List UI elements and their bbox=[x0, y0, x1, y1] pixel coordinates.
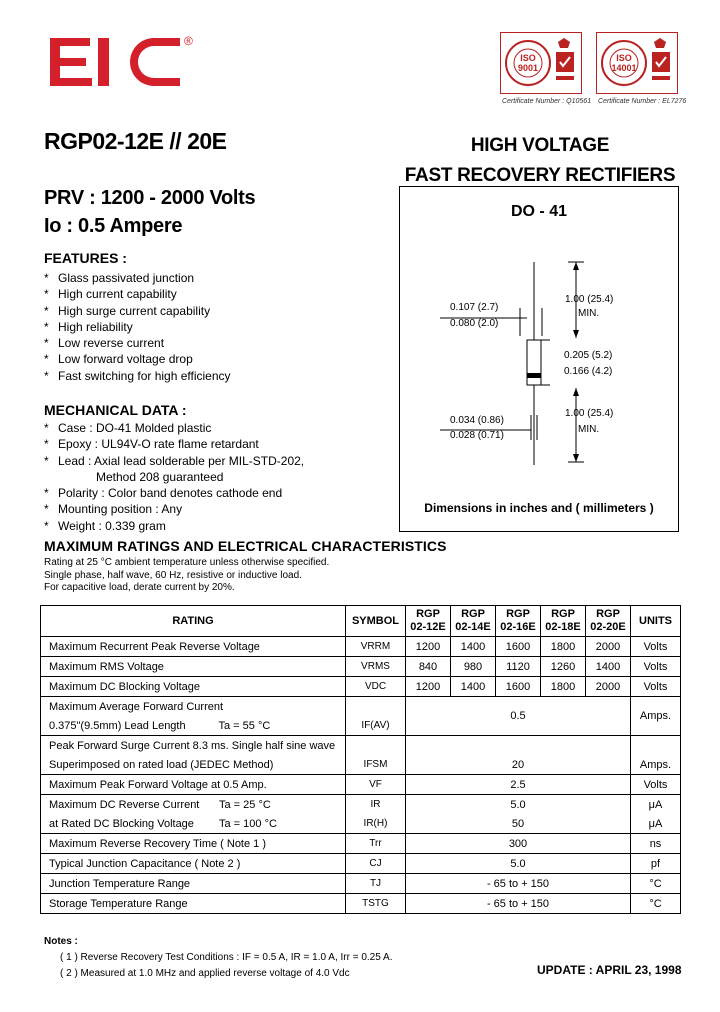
condition-line: Rating at 25 °C ambient temperature unless otherwise specified. bbox=[44, 557, 330, 568]
table-row: Peak Forward Surge Current 8.3 ms. Single half sine wave bbox=[41, 736, 681, 756]
svg-text:9001: 9001 bbox=[517, 63, 539, 73]
lead-dia-min-label: 0.028 (0.71) bbox=[450, 430, 504, 441]
eic-logo bbox=[46, 30, 196, 100]
table-row: 0.375"(9.5mm) Lead Length Ta = 55 °C IF(AV) 0.5 Amps. bbox=[41, 716, 681, 736]
features-heading: FEATURES : bbox=[44, 250, 127, 266]
mech-item: * Weight : 0.339 gram bbox=[44, 518, 166, 533]
body-dia-max-label: 0.107 (2.7) bbox=[450, 302, 499, 313]
body-dia-min-label: 0.080 (2.0) bbox=[450, 318, 499, 329]
feature-item: * Low forward voltage drop bbox=[44, 352, 193, 367]
mechanical-heading: MECHANICAL DATA : bbox=[44, 402, 187, 418]
table-row: Junction Temperature Range TJ - 65 to + 150 °C bbox=[41, 874, 681, 894]
feature-item: * Glass passivated junction bbox=[44, 271, 195, 285]
col-part: RGP 02-20E bbox=[586, 606, 631, 637]
table-row: Storage Temperature Range TSTG - 65 to + 150 °C bbox=[41, 894, 681, 914]
registered-mark: ® bbox=[184, 34, 193, 48]
col-symbol: SYMBOL bbox=[346, 606, 406, 637]
lead-length-label-2: 1.00 (25.4) bbox=[565, 408, 614, 419]
lead-length-label: 1.00 (25.4) bbox=[565, 294, 614, 305]
mech-item: * Epoxy : UL94V-O rate flame retardant bbox=[44, 437, 259, 452]
note-1: ( 1 ) Reverse Recovery Test Conditions : IF = 0.5 A, IR = 1.0 A, Irr = 0.25 A. bbox=[60, 952, 393, 963]
table-row: Superimposed on rated load (JEDEC Method) IFSM 20 Amps. bbox=[41, 755, 681, 775]
feature-item: * Fast switching for high efficiency bbox=[44, 368, 231, 383]
feature-item: * Low reverse current bbox=[44, 336, 165, 351]
svg-text:ISO: ISO bbox=[520, 53, 536, 63]
lead-min-label-2: MIN. bbox=[578, 424, 600, 435]
ratings-table bbox=[40, 605, 681, 914]
table-row: at Rated DC Blocking Voltage Ta = 100 °C IR(H) 50 μA bbox=[41, 814, 681, 834]
cert-caption-1: Certificate Number : Q10561 bbox=[502, 98, 592, 105]
svg-text:14001: 14001 bbox=[611, 63, 637, 73]
subtitle-line-1: HIGH VOLTAGE bbox=[470, 135, 610, 156]
part-title: RGP02-12E // 20E bbox=[44, 128, 227, 154]
table-row: Maximum DC Reverse Current Ta = 25 °C IR 5.0 μA bbox=[41, 795, 681, 815]
condition-line: For capacitive load, derate current by 20%. bbox=[44, 582, 235, 593]
cathode-band bbox=[527, 373, 541, 378]
svg-text:ISO: ISO bbox=[616, 53, 632, 63]
lead-min-label: MIN. bbox=[578, 308, 600, 319]
col-units: UNITS bbox=[631, 606, 681, 637]
features-list bbox=[44, 270, 231, 384]
update-date: UPDATE : APRIL 23, 1998 bbox=[537, 963, 682, 977]
col-part: RGP 02-14E bbox=[451, 606, 496, 637]
ratings-heading: MAXIMUM RATINGS AND ELECTRICAL CHARACTERISTICS bbox=[44, 538, 447, 554]
do41-dimension-drawing bbox=[400, 240, 678, 480]
table-row: Maximum Average Forward Current bbox=[41, 697, 681, 717]
mech-item-cont: Method 208 guaranteed bbox=[96, 469, 224, 484]
dimensions-caption: Dimensions in inches and ( millimeters ) bbox=[424, 501, 654, 515]
mechanical-list bbox=[44, 420, 304, 534]
iso14001-cert-badge bbox=[596, 32, 678, 94]
col-part: RGP 02-18E bbox=[541, 606, 586, 637]
note-2: ( 2 ) Measured at 1.0 MHz and applied reverse voltage of 4.0 Vdc bbox=[60, 968, 350, 979]
table-row: Maximum DC Blocking Voltage VDC 1200 1400 1600 1800 2000 Volts bbox=[41, 677, 681, 697]
iso9001-cert-badge bbox=[500, 32, 582, 94]
cert-caption-2: Certificate Number : EL7276 bbox=[598, 98, 687, 105]
feature-item: * High current capability bbox=[44, 287, 177, 302]
mech-item: * Polarity : Color band denotes cathode end bbox=[44, 486, 283, 501]
io-spec: Io : 0.5 Ampere bbox=[44, 215, 183, 237]
mech-item: * Mounting position : Any bbox=[44, 502, 183, 517]
product-subtitle bbox=[400, 131, 680, 191]
table-row: Maximum Recurrent Peak Reverse Voltage VRRM 1200 1400 1600 1800 2000 Volts bbox=[41, 637, 681, 657]
prv-spec: PRV : 1200 - 2000 Volts bbox=[44, 187, 256, 209]
col-rating: RATING bbox=[41, 606, 346, 637]
package-name: DO - 41 bbox=[510, 203, 567, 220]
ratings-conditions bbox=[44, 557, 329, 595]
feature-item: * High surge current capability bbox=[44, 303, 211, 318]
table-row: Maximum Peak Forward Voltage at 0.5 Amp. VF 2.5 Volts bbox=[41, 775, 681, 795]
col-part: RGP 02-16E bbox=[496, 606, 541, 637]
condition-line: Single phase, half wave, 60 Hz, resistive or inductive load. bbox=[44, 569, 302, 581]
feature-item: * High reliability bbox=[44, 319, 133, 334]
lead-dia-max-label: 0.034 (0.86) bbox=[450, 415, 504, 426]
key-specs bbox=[44, 184, 255, 240]
table-header-row bbox=[41, 606, 681, 637]
table-row: Typical Junction Capacitance ( Note 2 ) CJ 5.0 pf bbox=[41, 854, 681, 874]
body-len-max-label: 0.205 (5.2) bbox=[564, 350, 613, 361]
subtitle-line-2: FAST RECOVERY RECTIFIERS bbox=[404, 165, 676, 186]
table-row: Maximum RMS Voltage VRMS 840 980 1120 1260 1400 Volts bbox=[41, 657, 681, 677]
body-len-min-label: 0.166 (4.2) bbox=[564, 366, 613, 377]
footnotes bbox=[44, 934, 392, 982]
notes-heading: Notes : bbox=[44, 936, 78, 947]
mech-item: * Case : DO-41 Molded plastic bbox=[44, 421, 212, 435]
col-part: RGP 02-12E bbox=[406, 606, 451, 637]
table-row: Maximum Reverse Recovery Time ( Note 1 ) Trr 300 ns bbox=[41, 834, 681, 854]
mech-item: * Lead : Axial lead solderable per MIL-STD-202, bbox=[44, 453, 305, 468]
